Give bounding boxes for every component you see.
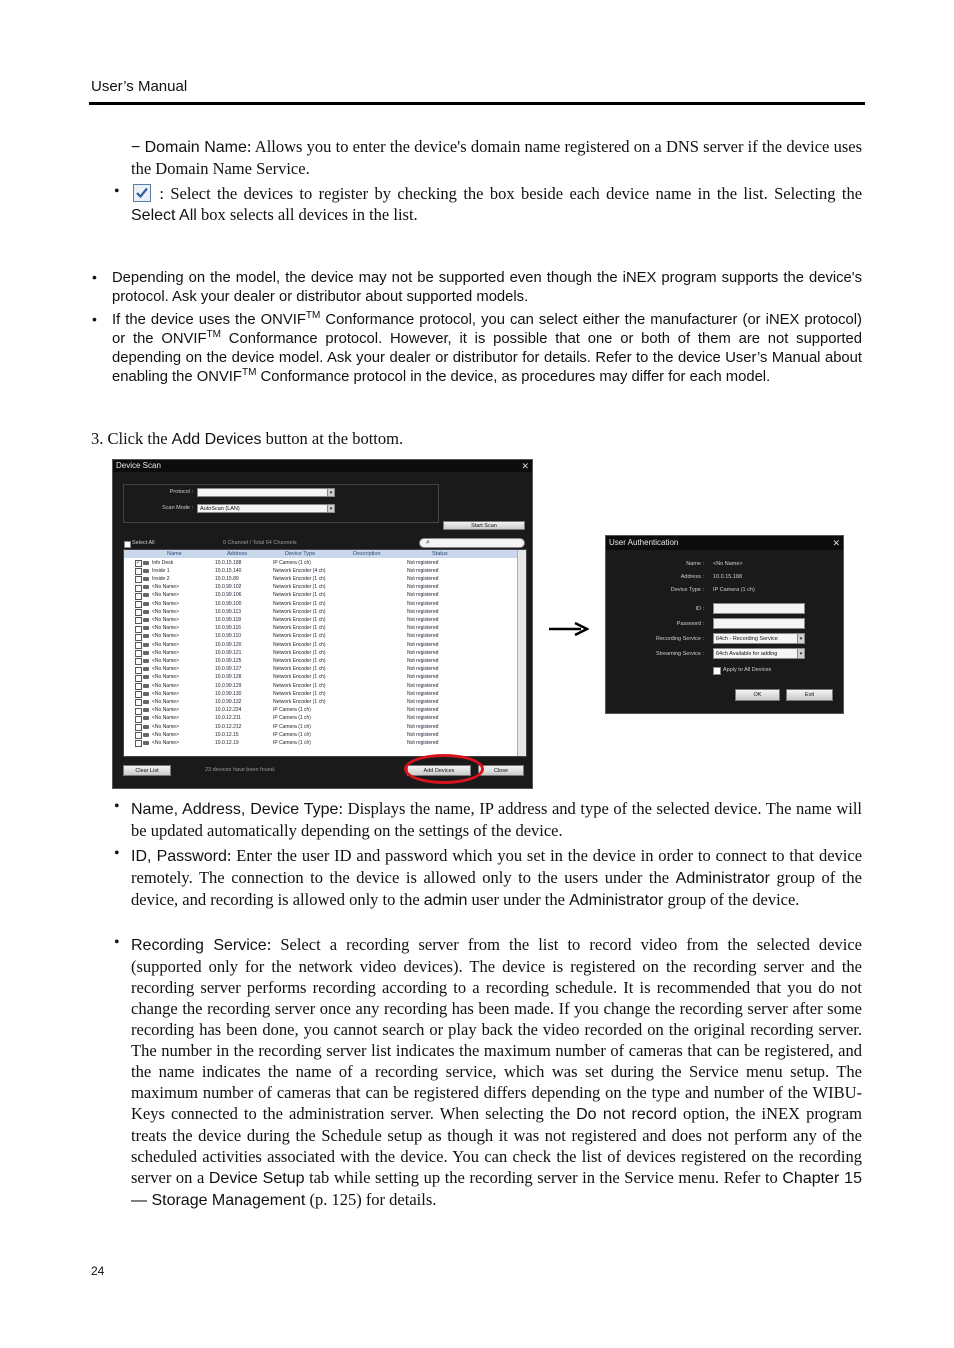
camera-icon	[143, 602, 149, 606]
channel-info: 0 Channel / Total 64 Channels	[223, 540, 297, 546]
table-row[interactable]	[124, 698, 517, 706]
cell-name: <No Name>	[152, 707, 179, 714]
row-checkbox[interactable]	[135, 634, 142, 641]
camera-icon	[143, 708, 149, 712]
cell-device-type: Network Encoder (1 ch)	[273, 608, 326, 615]
bullet-dot: •	[114, 183, 120, 200]
cell-name: <No Name>	[152, 731, 179, 738]
camera-icon	[143, 593, 149, 597]
cell-name: <No Name>	[152, 616, 179, 623]
cell-status: Not registered	[407, 682, 439, 689]
cell-name: Inside 1	[152, 567, 170, 574]
col-status[interactable]: Status	[432, 551, 448, 557]
cell-address: 10.0.99.116	[215, 625, 242, 632]
camera-icon	[143, 643, 149, 647]
camera-icon	[143, 741, 149, 745]
camera-icon	[143, 659, 149, 663]
row-checkbox[interactable]: ✓	[136, 560, 141, 566]
cell-status: Not registered	[407, 649, 439, 656]
clear-list-button[interactable]: Clear List	[123, 765, 171, 776]
table-row[interactable]	[124, 739, 517, 747]
cell-name: <No Name>	[152, 600, 179, 607]
cell-status: Not registered	[407, 715, 439, 722]
table-row[interactable]	[124, 707, 517, 715]
select-all-checkbox[interactable]	[124, 541, 131, 548]
ok-button[interactable]: OK	[735, 689, 780, 701]
cell-address: 10.0.99.129	[215, 682, 242, 689]
row-checkbox[interactable]	[135, 667, 142, 674]
cell-name: <No Name>	[152, 625, 179, 632]
table-row[interactable]	[124, 649, 517, 657]
password-input[interactable]	[713, 618, 805, 629]
search-icon: ⌕	[426, 539, 430, 546]
row-checkbox[interactable]	[135, 675, 142, 682]
cell-status: Not registered	[407, 723, 439, 730]
cell-address: 10.0.99.113	[215, 608, 242, 615]
cell-device-type: Network Encoder (1 ch)	[273, 592, 326, 599]
checkbox-item	[131, 183, 862, 226]
note-bullet: •	[92, 269, 97, 285]
col-name[interactable]: Name	[167, 551, 182, 557]
protocol-select[interactable]: ▾	[197, 488, 335, 497]
recording-service-label: Recording Service :	[656, 636, 704, 642]
bullet-dot: •	[114, 845, 120, 862]
cell-name: <No Name>	[152, 608, 179, 615]
cell-name: <No Name>	[152, 592, 179, 599]
table-row[interactable]	[124, 575, 517, 583]
cell-name: <No Name>	[152, 682, 179, 689]
id-label: ID :	[695, 606, 704, 612]
table-row[interactable]	[124, 674, 517, 682]
camera-icon	[143, 667, 149, 671]
device-scan-title: Device Scan	[113, 460, 532, 472]
table-row[interactable]	[124, 600, 517, 608]
cell-device-type: Network Encoder (1 ch)	[273, 625, 326, 632]
cell-status: Not registered	[407, 657, 439, 664]
checkbox-icon	[133, 184, 151, 202]
streaming-service-label: Streaming Service :	[656, 651, 704, 657]
list-scrollbar[interactable]	[517, 550, 526, 756]
row-checkbox[interactable]	[135, 732, 142, 739]
cell-device-type: IP Camera (1 ch)	[273, 739, 311, 746]
cell-device-type: Network Encoder (1 ch)	[273, 633, 326, 640]
cell-status: Not registered	[407, 625, 439, 632]
cell-address: 10.0.15.188	[215, 559, 242, 566]
camera-icon	[143, 651, 149, 655]
table-row[interactable]	[124, 559, 517, 567]
camera-icon	[143, 618, 149, 622]
apply-all-text: Apply to All Devices	[723, 667, 772, 673]
domain-name-text: : Allows you to enter the device's domain name registered on a DNS server if the device uses the Domain Name Service.	[131, 137, 863, 178]
cell-name: Info Desk	[152, 559, 174, 566]
cell-address: 10.0.99.127	[215, 666, 242, 673]
row-checkbox[interactable]	[135, 576, 142, 583]
cell-address: 10.0.15.89	[215, 575, 239, 582]
streaming-service-select[interactable]: 64ch Available for adding ▾	[713, 648, 805, 659]
address-value: 10.0.15.188	[713, 574, 743, 580]
cell-status: Not registered	[407, 567, 439, 574]
cell-address: 10.0.99.125	[215, 657, 242, 664]
cell-device-type: Network Encoder (1 ch)	[273, 674, 326, 681]
exit-button[interactable]: Exit	[786, 689, 833, 701]
search-input[interactable]	[419, 538, 525, 548]
table-row[interactable]	[124, 657, 517, 665]
bullet-dot: •	[114, 934, 120, 951]
cell-status: Not registered	[407, 666, 439, 673]
domain-name-item: − Domain Name: Allows you to enter the device's domain name registered on a DNS server if the device uses the Domain Name Service.	[131, 137, 863, 178]
cell-status: Not registered	[407, 559, 439, 566]
cell-status: Not registered	[407, 739, 439, 746]
cell-device-type: Network Encoder (1 ch)	[273, 690, 326, 697]
table-row[interactable]	[124, 625, 517, 633]
cell-status: Not registered	[407, 592, 439, 599]
table-row[interactable]	[124, 608, 517, 616]
camera-icon	[143, 675, 149, 679]
select-all-text: Select All	[132, 540, 155, 546]
domain-name-label: Domain Name	[144, 139, 247, 156]
cell-device-type: Network Encoder (1 ch)	[273, 641, 326, 648]
row-checkbox[interactable]	[135, 609, 142, 616]
cell-address: 10.0.12.224	[215, 707, 242, 714]
cell-device-type: IP Camera (1 ch)	[273, 731, 311, 738]
cell-device-type: Network Encoder (1 ch)	[273, 649, 326, 656]
protocol-label: Protocol :	[169, 489, 193, 495]
cell-status: Not registered	[407, 633, 439, 640]
cell-name: Inside 2	[152, 575, 170, 582]
bullet-dot: •	[114, 798, 120, 815]
bullet-id-password: ID, Password: Enter the user ID and password which you set in the device in order to connect to that device remotely. The connection to the device is allowed only to the users under the Administrator group of the device, and recording is allowed only to the admin user under the Administrator group of the device.	[131, 846, 863, 909]
camera-icon	[143, 733, 149, 737]
table-row[interactable]	[124, 723, 517, 731]
cell-name: <No Name>	[152, 739, 179, 746]
cell-address: 10.0.12.19	[215, 739, 239, 746]
camera-icon	[143, 585, 149, 589]
cell-name: <No Name>	[152, 690, 179, 697]
page-header: User’s Manual	[91, 78, 188, 95]
device-scan-window	[112, 459, 533, 789]
cell-address: 10.0.99.102	[215, 584, 242, 591]
cell-status: Not registered	[407, 698, 439, 705]
row-checkbox[interactable]	[135, 593, 142, 600]
row-checkbox[interactable]	[135, 716, 142, 723]
camera-icon	[143, 716, 149, 720]
camera-icon	[143, 577, 149, 581]
cell-address: 10.0.99.118	[215, 616, 242, 623]
camera-icon	[143, 610, 149, 614]
bullet-recording-service: Recording Service: Select a recording server from the list to record video from the selected device (supported only for the network video devices). The device is registered on the recording server and the recording server performs recording according to a recording schedule. It is recommended that you do not change the recording server once any recording has been made. If you change the recording server after some recording has been done, you cannot search or play back the video recorded on the original recording server. The number in the recording server list indicates the maximum number of cameras that can be registered, and the name indicates the name of a recording service, which was set during the Service menu setup. The maximum number of cameras that can be registered differs depending on the type and number of the WIBU-Keys connected to the administration server. When selecting the Do not record option, the iNEX program treats the device during the Schedule setup as though it was not registered and does not perform any of the scheduled activities associated with the device. You can check the list of devices registered on the recording server on a Device Setup tab while setting up the recording server in the Service menu. Refer to Chapter 15 — Storage Management (p. 125) for details.	[131, 935, 862, 1209]
device-list	[123, 549, 527, 757]
cell-name: <No Name>	[152, 674, 179, 681]
close-button[interactable]: Close	[478, 765, 524, 776]
camera-icon	[143, 700, 149, 704]
cell-name: <No Name>	[152, 698, 179, 705]
row-checkbox[interactable]	[135, 626, 142, 633]
table-row[interactable]	[124, 567, 517, 575]
cell-address: 10.0.15.140	[215, 567, 242, 574]
table-row[interactable]	[124, 731, 517, 739]
cell-device-type: Network Encoder (1 ch)	[273, 657, 326, 664]
cell-device-type: IP Camera (1 ch)	[273, 707, 311, 714]
row-checkbox[interactable]	[135, 617, 142, 624]
recording-service-select[interactable]: 64ch - Recording Service ▾	[713, 633, 805, 644]
arrow-right-icon	[549, 622, 589, 636]
cell-name: <No Name>	[152, 666, 179, 673]
cell-device-type: IP Camera (1 ch)	[273, 559, 311, 566]
col-device-type[interactable]: Device Type	[285, 551, 316, 557]
cell-name: <No Name>	[152, 723, 179, 730]
camera-icon	[143, 569, 149, 573]
camera-icon	[143, 626, 149, 630]
user-auth-title: User Authentication	[606, 536, 843, 550]
cell-device-type: Network Encoder (1 ch)	[273, 682, 326, 689]
col-description[interactable]: Description	[353, 551, 381, 557]
cell-device-type: Network Encoder (1 ch)	[273, 584, 326, 591]
start-scan-button[interactable]: Start Scan	[443, 521, 525, 530]
row-checkbox[interactable]	[135, 699, 142, 706]
cell-address: 10.0.12.212	[215, 723, 242, 730]
checkbox-text-1: : Select the devices to register by checking the box beside each device name in the list. Selecting the	[159, 184, 863, 203]
page-number: 24	[91, 1264, 105, 1278]
cell-device-type: Network Encoder (1 ch)	[273, 575, 326, 582]
row-checkbox[interactable]	[135, 650, 142, 657]
select-all-label: Select All	[131, 207, 197, 224]
add-devices-ref: Add Devices	[171, 431, 262, 448]
apply-all-checkbox[interactable]	[713, 667, 721, 675]
close-icon[interactable]: ✕	[521, 461, 529, 471]
header-rule	[89, 102, 865, 105]
cell-address: 10.0.99.100	[215, 600, 242, 607]
cell-status: Not registered	[407, 707, 439, 714]
password-label: Password :	[676, 621, 704, 627]
cell-address: 10.0.99.106	[215, 592, 242, 599]
row-checkbox[interactable]	[135, 724, 142, 731]
address-label: Address :	[680, 574, 704, 580]
found-text: 23 devices have been found.	[205, 767, 276, 773]
table-row[interactable]	[124, 690, 517, 698]
row-checkbox[interactable]	[135, 585, 142, 592]
step-3: 3. Click the Add Devices button at the bottom.	[91, 429, 404, 448]
cell-address: 10.0.99.121	[215, 649, 242, 656]
cell-address: 10.0.99.130	[215, 690, 242, 697]
close-icon[interactable]: ✕	[832, 538, 840, 548]
camera-icon	[143, 561, 149, 565]
table-row[interactable]	[124, 592, 517, 600]
cell-device-type: IP Camera (1 ch)	[273, 723, 311, 730]
cell-status: Not registered	[407, 641, 439, 648]
cell-address: 10.0.99.120	[215, 641, 242, 648]
cell-name: <No Name>	[152, 641, 179, 648]
camera-icon	[143, 684, 149, 688]
cell-status: Not registered	[407, 674, 439, 681]
table-row[interactable]	[124, 641, 517, 649]
row-checkbox[interactable]	[135, 642, 142, 649]
cell-status: Not registered	[407, 584, 439, 591]
list-header	[124, 550, 517, 558]
row-checkbox[interactable]	[135, 658, 142, 665]
camera-icon	[143, 725, 149, 729]
table-row[interactable]	[124, 715, 517, 723]
row-checkbox[interactable]	[135, 708, 142, 715]
row-checkbox[interactable]	[135, 740, 142, 747]
cell-name: <No Name>	[152, 649, 179, 656]
row-checkbox[interactable]	[135, 691, 142, 698]
row-checkbox[interactable]	[135, 601, 142, 608]
device-type-value: IP Camera (1 ch)	[713, 587, 755, 593]
note-2: If the device uses the ONVIF™ Conformance protocol, you can select either the manufacturer (or iNEX protocol) or the ONVIF™ Conformance protocol. However, it is possible that one or both of them are not supported depending on the device model. Ask your dealer or distributor for details. Refer to the device User’s Manual about enabling the ONVIF™ Conformance protocol in the device, as procedures may differ for each model.	[112, 310, 862, 385]
row-checkbox[interactable]	[135, 683, 142, 690]
table-row[interactable]	[124, 584, 517, 592]
cell-name: <No Name>	[152, 657, 179, 664]
cell-status: Not registered	[407, 616, 439, 623]
cell-status: Not registered	[407, 575, 439, 582]
cell-status: Not registered	[407, 600, 439, 607]
cell-device-type: Network Encoder (1 ch)	[273, 616, 326, 623]
table-row[interactable]	[124, 633, 517, 641]
cell-status: Not registered	[407, 690, 439, 697]
cell-address: 10.0.99.128	[215, 674, 242, 681]
highlight-circle	[404, 754, 484, 784]
camera-icon	[143, 692, 149, 696]
cell-name: <No Name>	[152, 584, 179, 591]
note-bullet: •	[92, 311, 97, 327]
cell-device-type: Network Encoder (1 ch)	[273, 698, 326, 705]
scan-mode-select[interactable]: AutoScan (LAN) ▾	[197, 504, 335, 513]
table-row[interactable]	[124, 616, 517, 624]
cell-device-type: Network Encoder (4 ch)	[273, 567, 326, 574]
col-address[interactable]: Address	[227, 551, 248, 557]
scan-mode-label: Scan Mode :	[162, 505, 193, 511]
cell-status: Not registered	[407, 731, 439, 738]
cell-address: 10.0.12.211	[215, 715, 242, 722]
name-label: Name :	[686, 561, 704, 567]
add-devices-button[interactable]: Add Devices	[407, 765, 471, 776]
device-type-label: Device Type :	[670, 587, 704, 593]
cell-address: 10.0.12.15	[215, 731, 239, 738]
table-row[interactable]	[124, 682, 517, 690]
cell-device-type: IP Camera (1 ch)	[273, 715, 311, 722]
cell-device-type: Network Encoder (1 ch)	[273, 666, 326, 673]
cell-address: 10.0.99.132	[215, 698, 242, 705]
user-auth-window	[605, 535, 844, 714]
cell-address: 10.0.99.110	[215, 633, 242, 640]
cell-status: Not registered	[407, 608, 439, 615]
note-1: Depending on the model, the device may not be supported even though the iNEX program supports the device's protocol. Ask your dealer or distributor about supported models.	[112, 270, 862, 305]
row-checkbox[interactable]	[135, 568, 142, 575]
name-value: <No Name>	[713, 561, 743, 567]
cell-name: <No Name>	[152, 715, 179, 722]
id-input[interactable]	[713, 603, 805, 614]
bullet-name-address: Name, Address, Device Type: Displays the name, IP address and type of the selected device. The name will be updated automatically depending on the settings of the device.	[131, 799, 863, 840]
camera-icon	[143, 634, 149, 638]
table-row[interactable]	[124, 666, 517, 674]
checkbox-text-2: box selects all devices in the list.	[196, 205, 418, 224]
cell-name: <No Name>	[152, 633, 179, 640]
cell-device-type: Network Encoder (1 ch)	[273, 600, 326, 607]
